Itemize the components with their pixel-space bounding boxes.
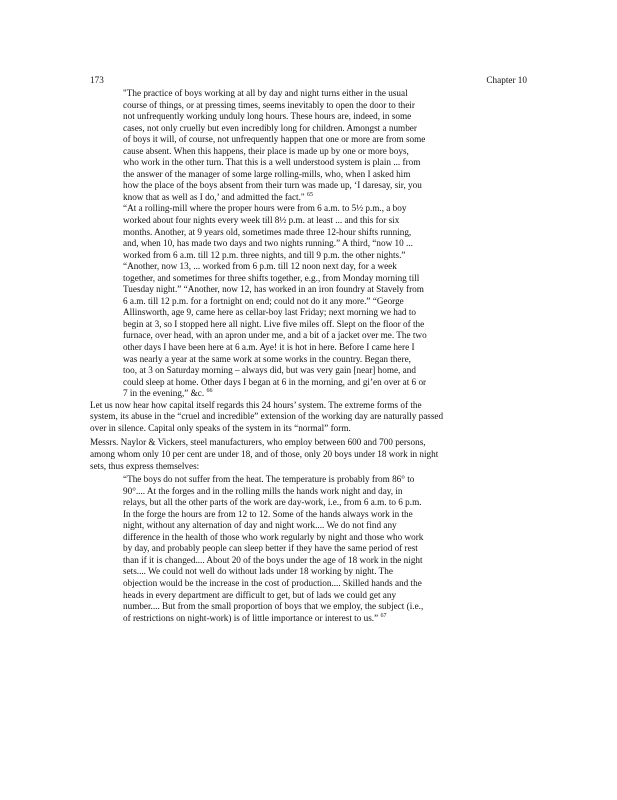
quote-line-text: know that as well as I do,’ and admitted the fact." — [123, 191, 305, 202]
paragraph-line: sets, thus express themselves: — [90, 460, 200, 471]
quote-line-last — [123, 192, 493, 204]
quote-line: other days I have been here at 6 a.m. Aye! it is hot in here. Before I came here I — [123, 342, 415, 353]
quote-line: number.... But from the small proportion of boys that we employ, the subject (i.e., — [123, 601, 424, 612]
quote-line: worked from 6 a.m. till 12 p.m. three nights, and till 9 p.m. the other nights.” — [123, 249, 406, 260]
footnote-marker: 67 — [380, 612, 387, 619]
quote-line: cases, not only cruelly but even incredibly long for children. Amongst a number — [123, 122, 417, 133]
quote-line: how the place of the boys absent from their turn was made up, ‘I daresay, sir, you — [123, 180, 422, 191]
quote-line: 6 a.m. till 12 p.m. for a fortnight on end; could not do it any more.” “George — [123, 295, 404, 306]
page-body — [90, 88, 527, 624]
quote-line: “Another, now 13, ... worked from 6 p.m. till 12 noon next day, for a week — [123, 261, 397, 272]
quote-line: “The boys do not suffer from the heat. The temperature is probably from 86° to — [123, 474, 415, 485]
quote-line: than if it is changed.... About 20 of the boys under the age of 18 work in the night — [123, 554, 423, 565]
quote-line-last — [123, 613, 493, 625]
quote-line: worked about four nights every week till 8½ p.m. at least ... and this for six — [123, 215, 400, 226]
quote-line: the answer of the manager of some large rolling-mills, who, when I asked him — [123, 168, 411, 179]
quote-line: “At a rolling-mill where the proper hours were from 6 a.m. to 5½ p.m., a boy — [123, 203, 407, 214]
page-number: 173 — [90, 75, 104, 85]
quote-line: months. Another, at 9 years old, sometimes made three 12-hour shifts running, — [123, 226, 412, 237]
quote-line: together, and sometimes for three shifts together, e.g., from Monday morning till — [123, 272, 420, 283]
quote-line: Tuesday night.” “Another, now 12, has worked in an iron foundry at Stavely from — [123, 284, 424, 295]
footnote-marker: 65 — [306, 191, 313, 198]
quote-line: was nearly a year at the same work at some works in the country. Began there, — [123, 353, 411, 364]
paragraph-line: among whom only 10 per cent are under 18, and of those, only 20 boys under 18 work in night — [90, 448, 439, 459]
quote-line: by day, and probably people can sleep better if they have the same period of rest — [123, 543, 418, 554]
quote-line: sets.... We could not well do without lads under 18 working by night. The — [123, 566, 393, 577]
quote-line: heads in every department are difficult to get, but of lads we could get any — [123, 589, 397, 600]
quote-line: too, at 3 on Saturday morning – always did, but was very gain [near] home, and — [123, 365, 416, 376]
paragraph-line: over in silence. Capital only speaks of the system in its “normal” form. — [90, 422, 351, 433]
quote-line: Allinsworth, age 9, came here as cellar-boy last Friday; next morning we had to — [123, 307, 416, 318]
body-paragraph-1 — [90, 400, 527, 435]
paragraph-line: Let us now hear how capital itself regards this 24 hours’ system. The extreme forms of the — [90, 399, 422, 410]
quote-line: cause absent. When this happens, their place is made up by one or more boys, — [123, 145, 409, 156]
quote-line: begin at 3, so I stopped here all night. Live five miles off. Slept on the floor of the — [123, 318, 425, 329]
chapter-label: Chapter 10 — [486, 75, 527, 85]
quote-line: and, when 10, has made two days and two nights running.” A third, “now 10 ... — [123, 238, 413, 249]
footnote-marker: 66 — [206, 388, 213, 395]
paragraph-line: system, its abuse in the “cruel and incredible” extension of the working day are naturally passed — [90, 411, 444, 422]
quote-line: "The practice of boys working at all by day and night turns either in the usual — [123, 88, 408, 98]
quote-line: course of things, or at pressing times, seems inevitably to open the door to their — [123, 99, 415, 110]
quote-line-last — [123, 388, 493, 400]
paragraph-line: Messrs. Naylor & Vickers, steel manufacturers, who employ between 600 and 700 persons, — [90, 437, 426, 448]
quote-line: furnace, over head, with an apron under me, and a bit of a jacket over me. The two — [123, 330, 427, 341]
quote-line: In the forge the hours are from 12 to 12. Some of the hands always work in the — [123, 508, 413, 519]
block-quote-1 — [123, 88, 493, 203]
quote-line: 90°.... At the forges and in the rolling mills the hands work night and day, in — [123, 485, 403, 496]
block-quote-2 — [123, 203, 493, 399]
quote-line: difference in the health of those who work regularly by night and those who work — [123, 531, 424, 542]
quote-line: night, without any alternation of day and night work.... We do not find any — [123, 520, 397, 531]
block-quote-3 — [123, 474, 493, 624]
quote-line-text: 7 in the evening,” &c. — [123, 388, 205, 399]
quote-line: who work in the other turn. That this is a well understood system is plain ... from — [123, 157, 421, 168]
quote-line: could sleep at home. Other days I began at 6 in the morning, and gi’en over at 6 or — [123, 376, 427, 387]
quote-line-text: of restrictions on night-work) is of little importance or interest to us.” — [123, 612, 379, 623]
quote-line: relays, but all the other parts of the work are day-work, i.e., from 6 a.m. to 6 p.m. — [123, 497, 422, 508]
quote-line: objection would be the increase in the cost of production.... Skilled hands and the — [123, 577, 422, 588]
quote-line: not unfrequently working unduly long hours. These hours are, indeed, in some — [123, 111, 412, 122]
quote-line: of boys it will, of course, not unfrequently happen that one or more are from some — [123, 134, 426, 145]
body-paragraph-2 — [90, 437, 527, 472]
running-header — [90, 75, 527, 86]
